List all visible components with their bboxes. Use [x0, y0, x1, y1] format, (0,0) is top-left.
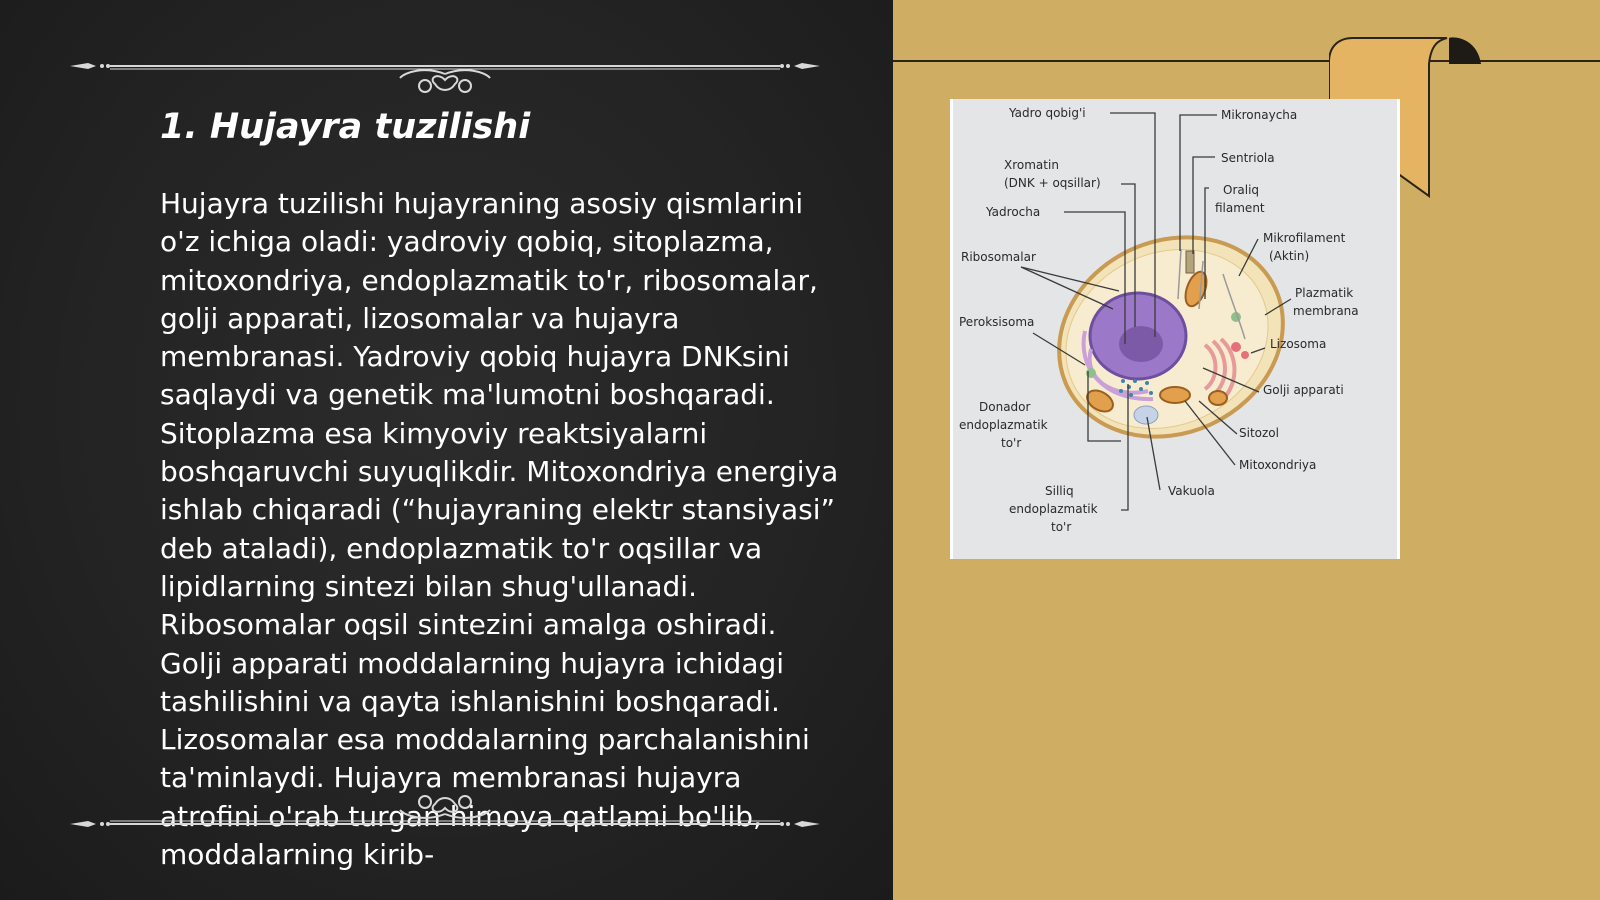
vacuole [1134, 406, 1158, 424]
label-golji: Golji apparati [1263, 383, 1344, 397]
mitochondrion [1209, 391, 1227, 405]
centriole [1186, 251, 1194, 273]
label-xromatin-2: (DNK + oqsillar) [1004, 176, 1101, 190]
label-plazmatik-1: Plazmatik [1295, 286, 1354, 300]
lysosome [1231, 342, 1241, 352]
label-silliq-3: to'r [1051, 520, 1072, 534]
label-mikrofilament-1: Mikrofilament [1263, 231, 1346, 245]
label-silliq-2: endoplazmatik [1009, 502, 1098, 516]
label-donador-1: Donador [979, 400, 1031, 414]
lysosome [1241, 351, 1249, 359]
label-peroksisoma: Peroksisoma [959, 315, 1035, 329]
mitochondrion [1160, 387, 1190, 403]
label-mitoxondriya: Mitoxondriya [1239, 458, 1317, 472]
label-oraliq-1: Oraliq [1223, 183, 1260, 197]
bottom-ornament-divider [60, 778, 830, 838]
label-plazmatik-2: membrana [1293, 304, 1359, 318]
slide-title: 1. Hujayra tuzilishi [160, 107, 531, 147]
label-silliq-1: Silliq [1045, 484, 1074, 498]
decorative-rule [893, 60, 1600, 62]
label-oraliq-2: filament [1215, 201, 1265, 215]
label-ribosomalar: Ribosomalar [961, 250, 1036, 264]
label-donador-3: to'r [1001, 436, 1022, 450]
label-donador-2: endoplazmatik [959, 418, 1048, 432]
label-lizosoma: Lizosoma [1270, 337, 1327, 351]
cell-diagram-svg [953, 99, 1397, 559]
cell-diagram [950, 99, 1400, 559]
image-panel [893, 0, 1600, 900]
label-sentriola: Sentriola [1221, 151, 1275, 165]
label-yadrocha: Yadrocha [986, 205, 1041, 219]
label-yadro-qobigi: Yadro qobig'i [1009, 106, 1086, 120]
label-mikronaycha: Mikronaycha [1221, 108, 1298, 122]
label-xromatin-1: Xromatin [1004, 158, 1059, 172]
label-sitozol: Sitozol [1239, 426, 1279, 440]
top-ornament-divider [60, 36, 830, 96]
slide-body-text: Hujayra tuzilishi hujayraning asosiy qismlarini o'z ichiga oladi: yadroviy qobiq, sitoplazma, mitoxondriya, endoplazmatik to'r, ribosomalar, golji apparati, lizosomalar va hujayra membranasi. Yadroviy qobiq hujayra DNKsini saqlaydi va genetik ma'lumotni boshqaradi. Sitoplazma esa kimyoviy reaktsiyalarni boshqaruvchi suyuqlikdir. Mitoxondriya energiya ishlab chiqaradi (“hujayraning elektr stansiyasi” deb ataladi), endoplazmatik to'r oqsillar va lipidlarning sintezi bilan shug'ullanadi. Ribosomalar oqsil sintezini amalga oshiradi. Golji apparati moddalarning hujayra ichidagi tashilishini va qayta ishlanishini boshqaradi. Lizosomalar esa moddalarning parchalanishini ta'minlaydi. Hujayra membranasi hujayra atrofini o'rab turgan himoya qatlami bo'lib, moddalarning kirib- [160, 187, 839, 872]
label-mikrofilament-2: (Aktin) [1269, 249, 1310, 263]
label-vakuola: Vakuola [1168, 484, 1215, 498]
